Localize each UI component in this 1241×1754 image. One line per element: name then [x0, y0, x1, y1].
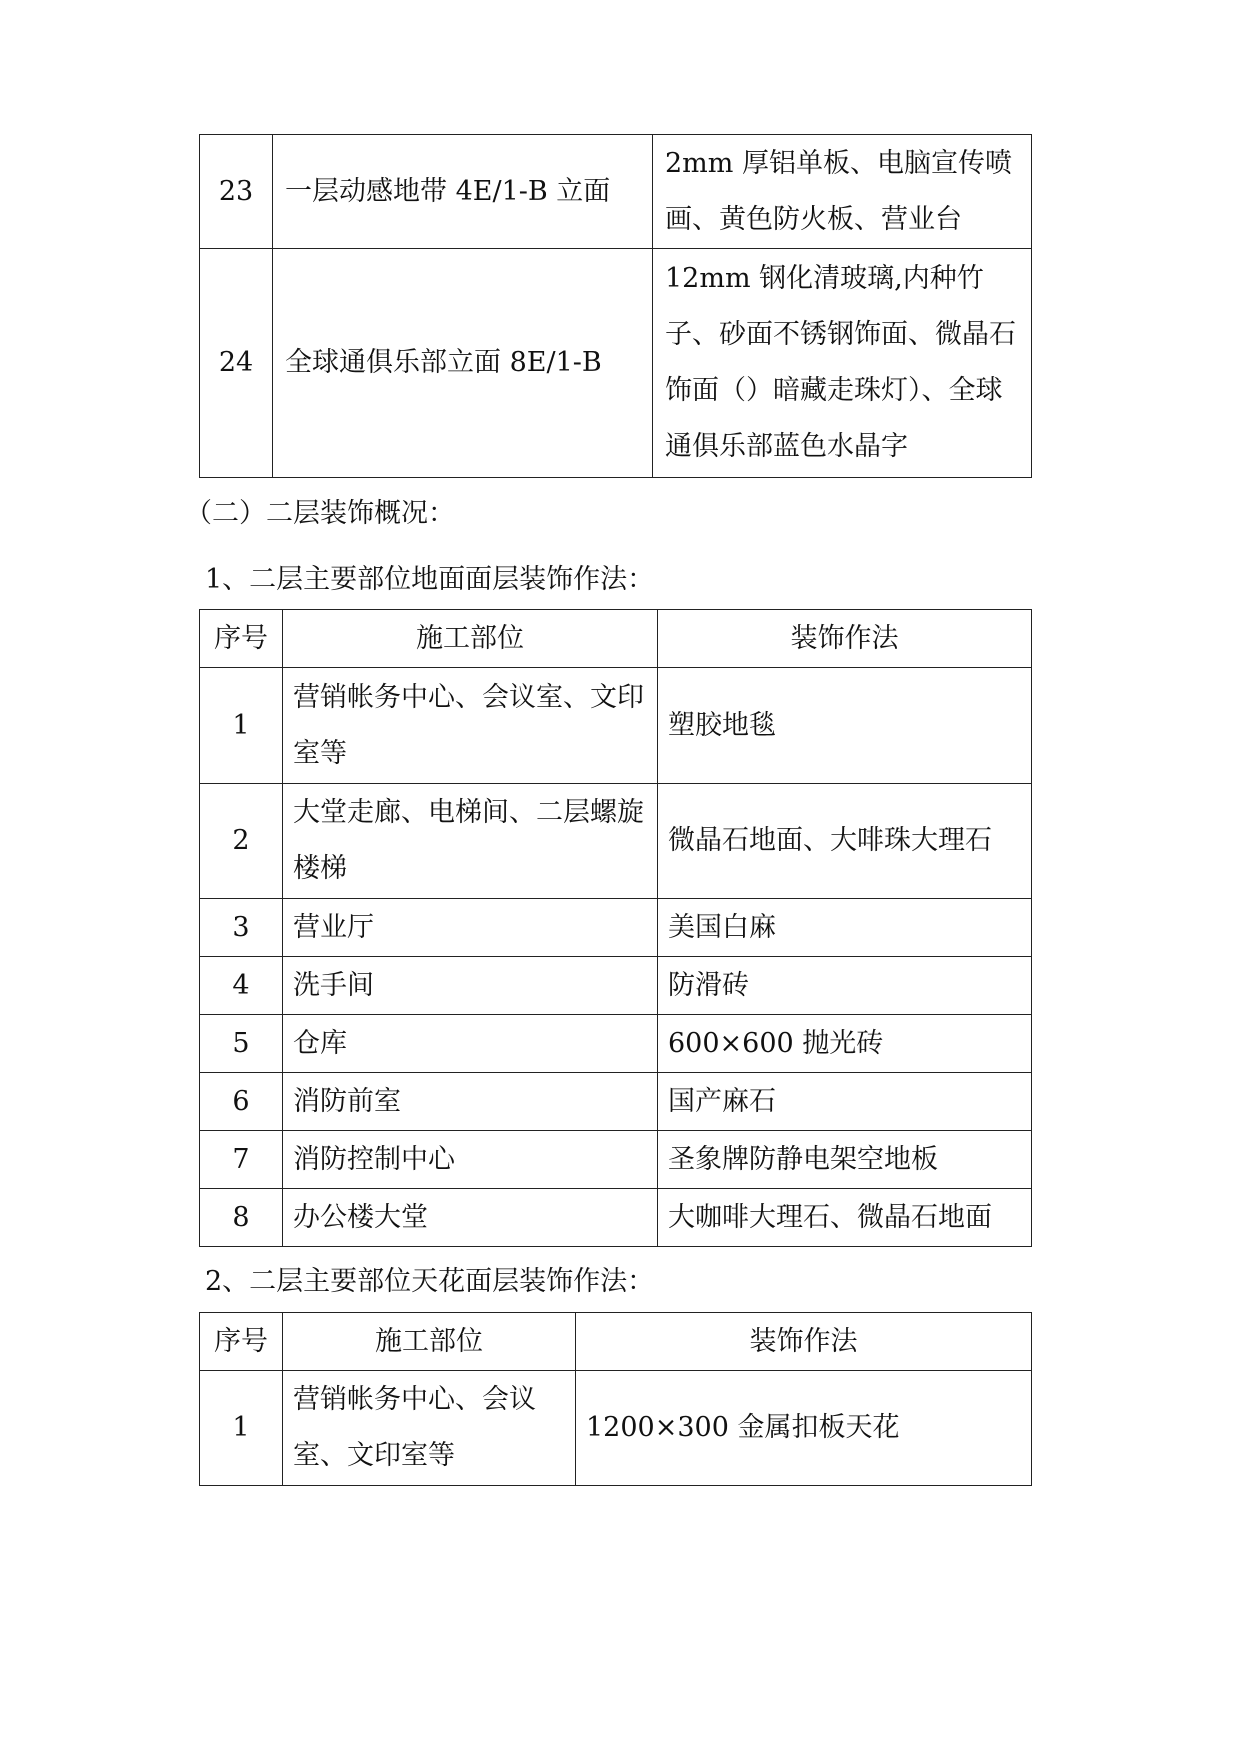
table-row: [200, 957, 1032, 1015]
row-number: 24: [200, 249, 273, 478]
table-row: [200, 1189, 1032, 1247]
construction-location: 一层动感地带 4E/1-B 立面: [273, 135, 653, 249]
table-header-row: [200, 1313, 1032, 1371]
table-row: [200, 249, 1032, 478]
row-number: 8: [200, 1189, 283, 1247]
floor-section-heading: 1、二层主要部位地面面层装饰作法：: [205, 564, 655, 595]
decoration-method: 大咖啡大理石、微晶石地面: [658, 1189, 1032, 1247]
table-row: [200, 1073, 1032, 1131]
construction-location: 消防前室: [283, 1073, 658, 1131]
decoration-method: 2mm 厚铝单板、电脑宣传喷画、黄色防火板、营业台: [653, 135, 1032, 249]
ceiling-section-heading: 2、二层主要部位天花面层装饰作法：: [205, 1266, 655, 1297]
row-number: 4: [200, 957, 283, 1015]
decoration-method: 12mm 钢化清玻璃,内种竹子、砂面不锈钢饰面、微晶石饰面（）暗藏走珠灯）、全球通俱乐部蓝色水晶字: [653, 249, 1032, 478]
construction-location: 办公楼大堂: [283, 1189, 658, 1247]
table-row: [200, 1015, 1032, 1073]
decoration-method: 美国白麻: [658, 899, 1032, 957]
construction-location: 仓库: [283, 1015, 658, 1073]
row-number: 23: [200, 135, 273, 249]
row-number: 5: [200, 1015, 283, 1073]
decoration-method: 1200×300 金属扣板天花: [576, 1371, 1032, 1486]
construction-location: 营销帐务中心、会议室、文印室等: [283, 1371, 576, 1486]
row-number: 1: [200, 668, 283, 784]
row-number: 1: [200, 1371, 283, 1486]
construction-location: 营业厅: [283, 899, 658, 957]
row-number: 2: [200, 784, 283, 899]
header-number: 序号: [200, 610, 283, 668]
header-location: 施工部位: [283, 1313, 576, 1371]
floor-finish-table: [199, 609, 1032, 1247]
table-row: [200, 1371, 1032, 1486]
table-row: [200, 668, 1032, 784]
decoration-method: 国产麻石: [658, 1073, 1032, 1131]
decoration-method: 圣象牌防静电架空地板: [658, 1131, 1032, 1189]
header-location: 施工部位: [283, 610, 658, 668]
row-number: 3: [200, 899, 283, 957]
row-number: 6: [200, 1073, 283, 1131]
construction-location: 消防控制中心: [283, 1131, 658, 1189]
table-header-row: [200, 610, 1032, 668]
construction-location: 大堂走廊、电梯间、二层螺旋楼梯: [283, 784, 658, 899]
decoration-method: 600×600 抛光砖: [658, 1015, 1032, 1073]
decoration-method: 塑胶地毯: [658, 668, 1032, 784]
decoration-method: 微晶石地面、大啡珠大理石: [658, 784, 1032, 899]
table-row: [200, 135, 1032, 249]
section-title: （二）二层装饰概况：: [185, 498, 455, 529]
construction-location: 营销帐务中心、会议室、文印室等: [283, 668, 658, 784]
table-row: [200, 1131, 1032, 1189]
header-method: 装饰作法: [658, 610, 1032, 668]
row-number: 7: [200, 1131, 283, 1189]
decoration-method: 防滑砖: [658, 957, 1032, 1015]
header-number: 序号: [200, 1313, 283, 1371]
header-method: 装饰作法: [576, 1313, 1032, 1371]
continuation-table: [199, 134, 1032, 478]
table-row: [200, 899, 1032, 957]
table-row: [200, 784, 1032, 899]
construction-location: 洗手间: [283, 957, 658, 1015]
ceiling-finish-table: [199, 1312, 1032, 1486]
construction-location: 全球通俱乐部立面 8E/1-B: [273, 249, 653, 478]
